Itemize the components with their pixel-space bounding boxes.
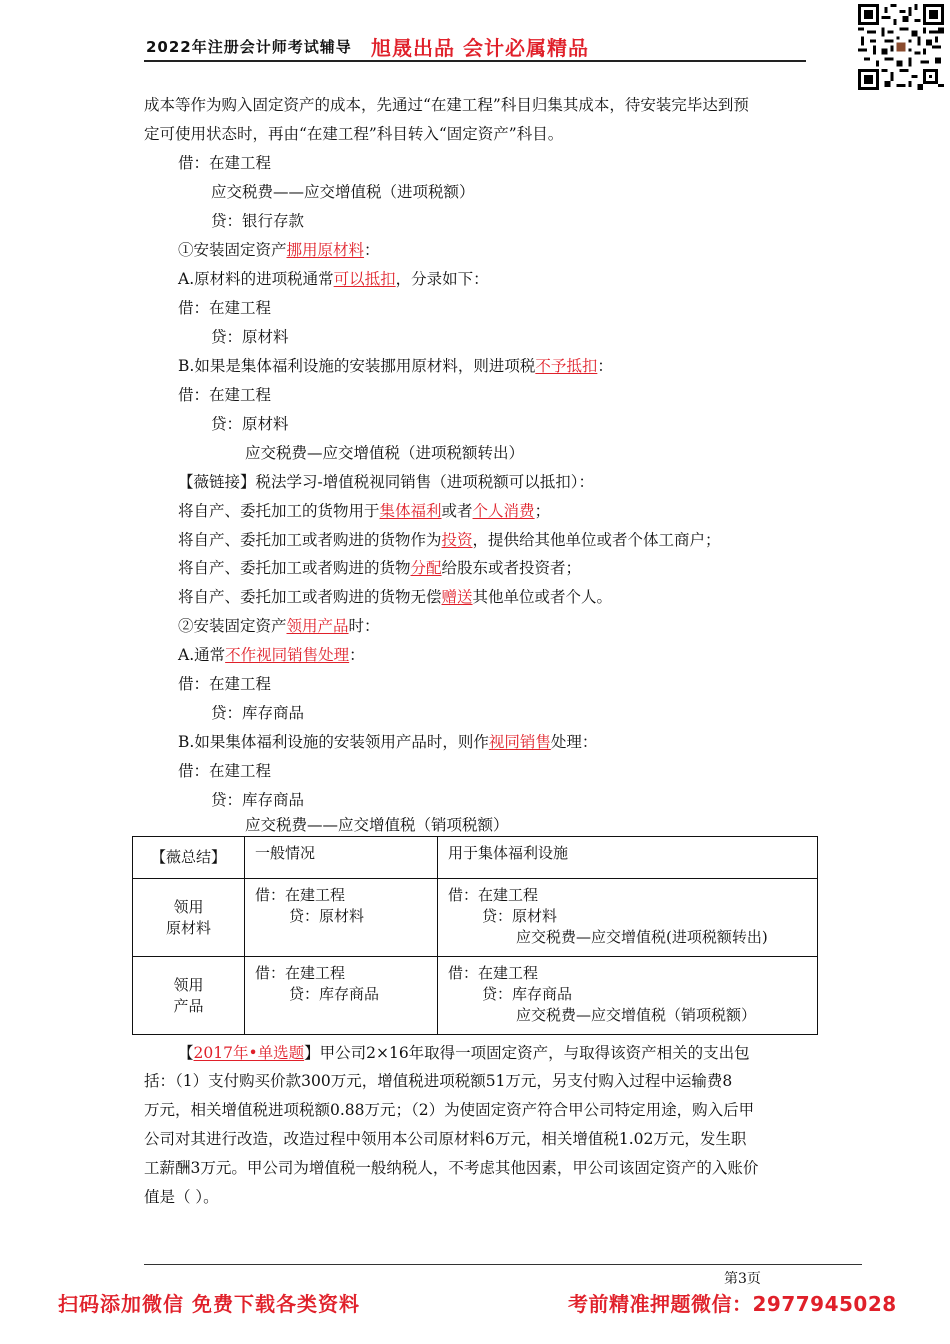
section-heading: ①安装固定资产挪用原材料：	[178, 241, 380, 259]
table-cell: 借：在建工程 贷：原材料	[245, 879, 438, 957]
paragraph-line: 将自产、委托加工的货物用于集体福利或者个人消费；	[178, 502, 551, 520]
paragraph-line: B.如果是集体福利设施的安装挪用原材料，则进项税不予抵扣：	[178, 357, 613, 375]
section-heading: ②安装固定资产领用产品时：	[178, 617, 380, 635]
page-number: 第3页	[724, 1271, 761, 1287]
highlight-text: 个人消费	[472, 502, 535, 520]
header-title: 2022年注册会计师考试辅导	[146, 38, 352, 56]
journal-credit-sub: 应交税费—应交增值税（进项税额转出）	[245, 444, 525, 462]
paragraph-line: A.原材料的进项税通常可以抵扣，分录如下：	[178, 270, 489, 288]
journal-credit: 贷：库存商品	[211, 791, 305, 809]
journal-debit: 借：在建工程	[178, 299, 272, 317]
highlight-text: 赠送	[441, 588, 473, 606]
brand-slogan: 旭晟出品 会计必属精品	[371, 36, 589, 60]
paragraph-line: 将自产、委托加工或者购进的货物无偿赠送其他单位或者个人。	[178, 588, 613, 606]
table-cell: 借：在建工程 贷：库存商品 应交税费—应交增值税（销项税额）	[438, 957, 818, 1035]
question-line: 工薪酬3万元。甲公司为增值税一般纳税人，不考虑其他因素，甲公司该固定资产的入账价	[144, 1159, 759, 1177]
table-row-head: 领用 原材料	[133, 879, 245, 957]
question-tag[interactable]: 2017年•单选题	[193, 1044, 305, 1062]
journal-debit: 借：在建工程	[178, 675, 272, 693]
summary-table	[132, 836, 818, 1035]
paragraph-line: 将自产、委托加工或者购进的货物作为投资，提供给其他单位或者个体工商户；	[178, 531, 721, 549]
highlight-text: 不作视同销售处理	[225, 646, 350, 664]
table-header: 【薇总结】	[133, 837, 245, 879]
highlight-text: 集体福利	[379, 502, 442, 520]
journal-credit: 贷：原材料	[211, 415, 289, 433]
highlight-text: 可以抵扣	[333, 270, 396, 288]
highlight-text: 领用产品	[286, 617, 349, 635]
link-note: 【薇链接】税法学习-增值税视同销售（进项税额可以抵扣）：	[178, 473, 594, 491]
table-cell: 借：在建工程 贷：原材料 应交税费—应交增值税(进项税额转出)	[438, 879, 818, 957]
table-cell: 借：在建工程 贷：库存商品	[245, 957, 438, 1035]
journal-credit: 贷：库存商品	[211, 704, 305, 722]
journal-credit-sub: 应交税费——应交增值税（销项税额）	[245, 816, 509, 834]
journal-debit-sub: 应交税费——应交增值税（进项税额）	[211, 183, 475, 201]
question-line: 值是（ ）。	[144, 1188, 219, 1206]
table-header: 用于集体福利设施	[438, 837, 818, 879]
paragraph-line: 定可使用状态时，再由“在建工程”科目转入“固定资产”科目。	[144, 125, 564, 143]
question-line: 公司对其进行改造，改造过程中领用本公司原材料6万元，相关增值税1.02万元，发生职	[144, 1130, 747, 1148]
footer-promo-right: 考前精准押题微信：2977945028	[568, 1292, 897, 1316]
journal-debit: 借：在建工程	[178, 154, 272, 172]
paragraph-line: 成本等作为购入固定资产的成本，先通过“在建工程”科目归集其成本，待安装完毕达到预	[144, 96, 749, 114]
qr-code-icon[interactable]	[858, 4, 944, 90]
paragraph-line: 将自产、委托加工或者购进的货物分配给股东或者投资者；	[178, 559, 582, 577]
header-divider	[144, 60, 806, 62]
table-row-head: 领用 产品	[133, 957, 245, 1035]
highlight-text: 挪用原材料	[286, 241, 365, 259]
highlight-text: 分配	[410, 559, 442, 577]
paragraph-line: A.通常不作视同销售处理：	[178, 646, 365, 664]
paragraph-line: B.如果集体福利设施的安装领用产品时，则作视同销售处理：	[178, 733, 598, 751]
question-line: 括：（1）支付购买价款300万元，增值税进项税额51万元，另支付购入过程中运输费8	[144, 1072, 733, 1090]
journal-debit: 借：在建工程	[178, 386, 272, 404]
highlight-text: 不予抵扣	[535, 357, 598, 375]
journal-credit: 贷：原材料	[211, 328, 289, 346]
question-line: 万元，相关增值税进项税额0.88万元；（2）为使固定资产符合甲公司特定用途，购入后甲	[144, 1101, 755, 1119]
question-line: 【2017年•单选题】甲公司2×16年取得一项固定资产，与取得该资产相关的支出包	[178, 1044, 750, 1062]
highlight-text: 视同销售	[488, 733, 551, 751]
journal-debit: 借：在建工程	[178, 762, 272, 780]
footer-divider	[144, 1264, 862, 1265]
journal-credit: 贷：银行存款	[211, 212, 305, 230]
highlight-text: 投资	[441, 531, 473, 549]
footer-promo-left: 扫码添加微信 免费下载各类资料	[58, 1292, 360, 1316]
table-header: 一般情况	[245, 837, 438, 879]
